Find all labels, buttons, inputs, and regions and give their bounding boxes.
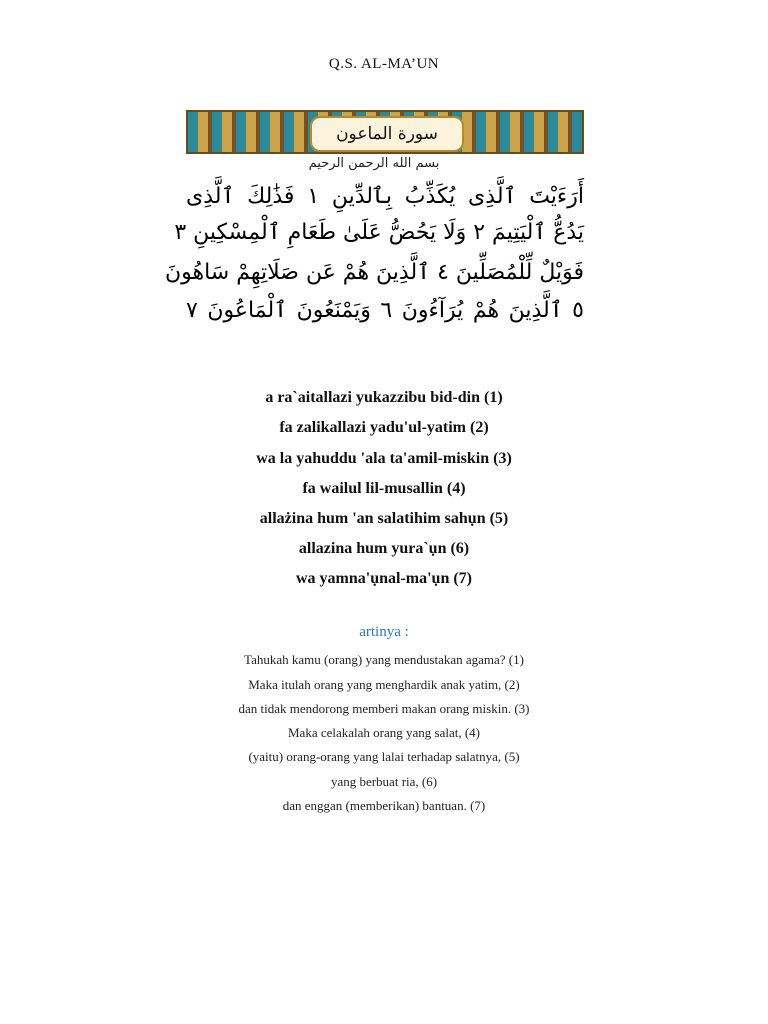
arabic-verse-line: فَوَيْلٌ لِّلْمُصَلِّينَ ٤ ٱلَّذِينَ هُمْ عَن صَلَاتِهِمْ سَاهُونَ: [164, 260, 584, 285]
translation-line: Tahukah kamu (orang) yang mendustakan agama? (1): [244, 652, 524, 667]
translation-line: dan enggan (memberikan) bantuan. (7): [282, 798, 486, 813]
transliteration-line: allazina hum yura`ụn (6): [298, 540, 470, 557]
translation-line: dan tidak mendorong memberi makan orang miskin. (3): [238, 701, 530, 716]
transliteration-line: allażina hum 'an salatihim sahụn (5): [259, 510, 509, 527]
basmala: بسم الله الرحمن الرحيم: [308, 156, 440, 171]
translation-line: (yaitu) orang-orang yang lalai terhadap salatnya, (5): [248, 749, 520, 764]
translation-line: yang berbuat ria, (6): [330, 774, 438, 789]
transliteration-line: fa zalikallazi yadu'ul-yatim (2): [279, 419, 489, 436]
arabic-verse-line: ٥ ٱلَّذِينَ هُمْ يُرَآءُونَ ٦ وَيَمْنَعُونَ ٱلْمَاعُونَ ٧: [186, 298, 584, 323]
transliteration-line: wa la yahuddu 'ala ta'amil-miskin (3): [256, 450, 512, 467]
arabic-verse-line: يَدُعُّ ٱلْيَتِيمَ ٢ وَلَا يَحُضُّ عَلَىٰ طَعَامِ ٱلْمِسْكِينِ ٣: [174, 220, 584, 245]
surah-name-calligraphy: سورة الماعون: [310, 116, 464, 152]
surah-ornament-banner: [186, 110, 584, 154]
page-title: Q.S. AL-MA’UN: [328, 56, 440, 72]
arabic-verse-line: أَرَءَيْتَ ٱلَّذِى يُكَذِّبُ بِٱلدِّينِ ١ فَذَٰلِكَ ٱلَّذِى: [186, 184, 585, 209]
translation-line: Maka itulah orang yang menghardik anak yatim, (2): [248, 677, 520, 692]
transliteration-line: wa yamna'ụnal-ma'ụn (7): [295, 570, 473, 587]
transliteration-line: fa wailul lil-musallin (4): [302, 480, 466, 497]
translation-line: Maka celakalah orang yang salat, (4): [287, 725, 481, 740]
translation-heading: artinya :: [359, 624, 409, 640]
surah-calligraphy-image: [164, 108, 586, 334]
transliteration-line: a ra`aitallazi yukazzibu bid-din (1): [265, 389, 503, 406]
